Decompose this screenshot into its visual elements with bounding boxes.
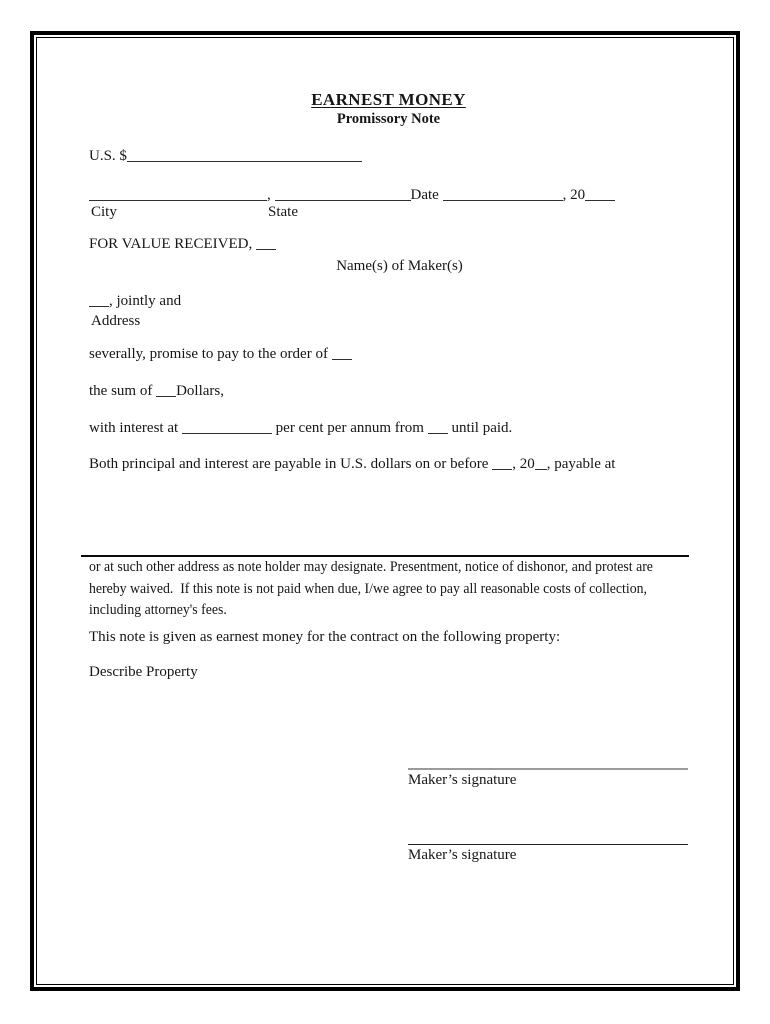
terms-paragraph <box>89 557 689 622</box>
address-field[interactable] <box>89 306 109 307</box>
principal-prefix-label: Both principal and interest are payable in U.S. dollars on or before <box>89 456 493 472</box>
amount-row <box>89 147 688 165</box>
principal-year-label: , 20 <box>512 456 535 472</box>
date-field[interactable] <box>443 200 563 201</box>
interest-middle-label: per cent per annum from <box>271 420 428 436</box>
principal-row <box>89 455 688 473</box>
makers-name-field[interactable] <box>256 249 276 250</box>
principal-suffix-label: , payable at <box>546 456 616 472</box>
due-year-field[interactable] <box>535 469 547 470</box>
city-caption: City <box>91 204 117 220</box>
date-year-prefix: , 20 <box>562 187 586 203</box>
earnest-clause: This note is given as earnest money for the contract on the following property: <box>89 628 561 645</box>
signature-block <box>408 768 688 864</box>
for-value-received-row <box>89 235 688 253</box>
date-label: Date <box>410 187 443 203</box>
city-state-labels-row <box>89 204 688 221</box>
interest-prefix-label: with interest at <box>89 420 182 436</box>
document-subtitle: Promissory Note <box>336 111 441 127</box>
interest-from-date-field[interactable] <box>428 433 448 434</box>
document-title: EARNEST MONEY <box>311 90 466 109</box>
describe-property-label: Describe Property <box>89 663 198 680</box>
terms-line: or at such other address as note holder may designate. Presentment, notice of dishonor, and protest are <box>89 559 653 575</box>
maker-signature-line-1[interactable] <box>408 768 688 770</box>
terms-line: hereby waived. If this note is not paid when due, I/we agree to pay all reasonable costs of collection, <box>89 580 647 597</box>
sum-field[interactable] <box>156 396 176 397</box>
terms-line: including attorney's fees. <box>89 602 227 618</box>
state-field[interactable] <box>275 200 411 201</box>
severally-label: severally, promise to pay to the order of <box>89 346 332 362</box>
page-border-frame <box>30 31 740 991</box>
sum-prefix-label: the sum of <box>89 383 157 399</box>
for-value-received-label: FOR VALUE RECEIVED, <box>89 236 256 252</box>
jointly-suffix-label: , jointly and <box>109 293 182 309</box>
payee-row <box>89 345 688 363</box>
maker-signature-label-2: Maker’s signature <box>408 846 517 863</box>
city-state-date-row <box>89 186 688 204</box>
city-state-separator: , <box>267 187 275 203</box>
maker-signature-label-1: Maker’s signature <box>408 771 517 788</box>
city-field[interactable] <box>89 200 267 201</box>
makers-caption: Name(s) of Maker(s) <box>336 258 463 274</box>
amount-prefix-label: U.S. $ <box>89 148 127 164</box>
due-date-field[interactable] <box>492 469 512 470</box>
sum-row <box>89 382 688 400</box>
amount-field[interactable] <box>127 161 362 162</box>
maker-signature-line-2[interactable] <box>408 844 688 845</box>
address-caption: Address <box>91 313 141 329</box>
interest-suffix-label: until paid. <box>447 420 513 436</box>
date-year-field[interactable] <box>585 200 615 201</box>
address-label-row <box>89 313 688 330</box>
address-row <box>89 292 688 310</box>
interest-rate-field[interactable] <box>182 433 272 434</box>
payee-field[interactable] <box>332 359 352 360</box>
dollars-suffix-label: Dollars, <box>176 383 224 399</box>
interest-row <box>89 419 688 437</box>
document-body <box>36 37 734 985</box>
state-caption: State <box>268 204 298 220</box>
